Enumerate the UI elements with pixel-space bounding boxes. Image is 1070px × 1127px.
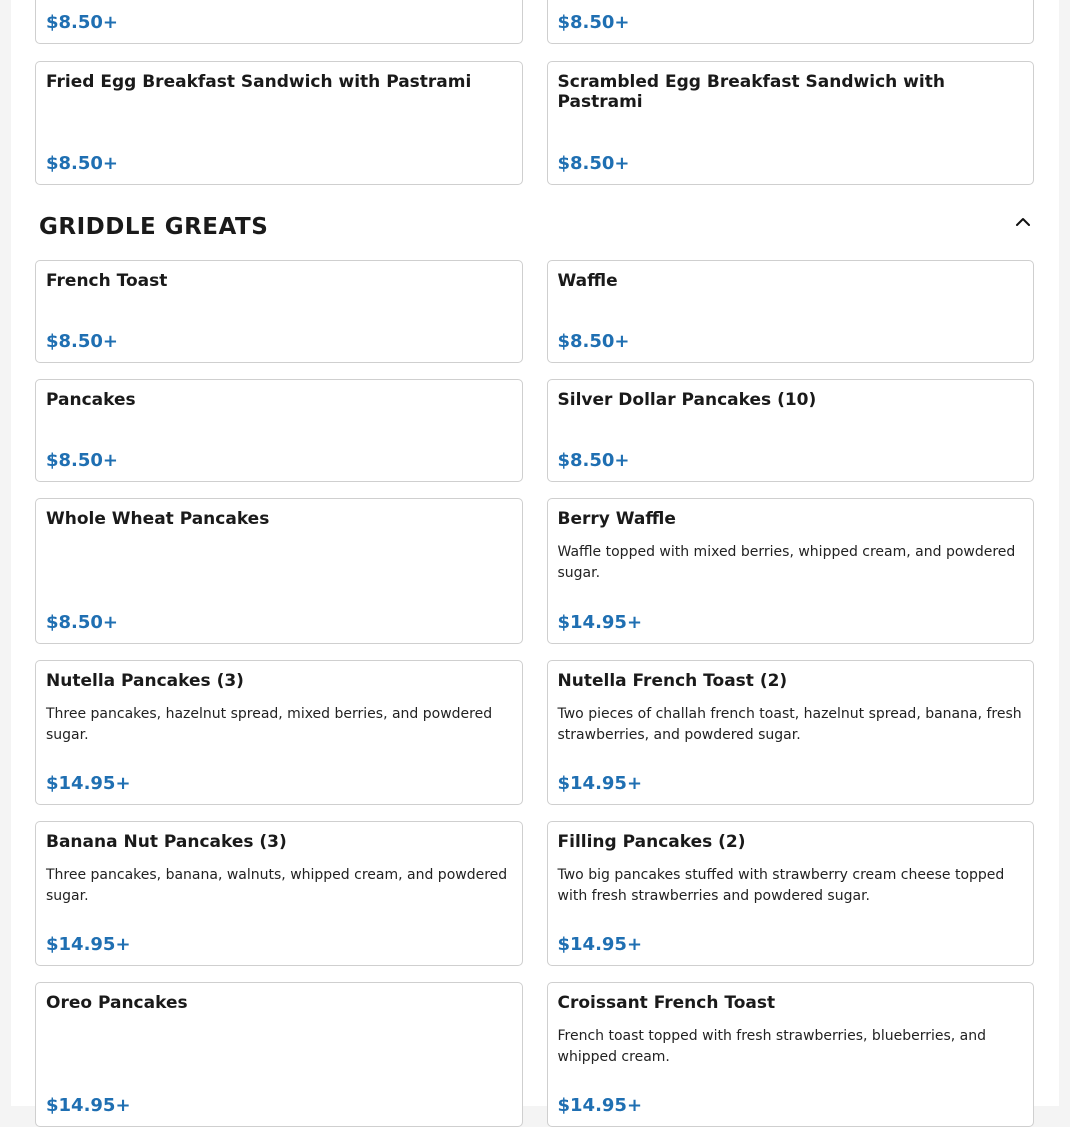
chevron-up-icon[interactable] (1012, 210, 1034, 232)
menu-item-price: $8.50+ (46, 12, 119, 33)
menu-item-card[interactable] (35, 498, 523, 644)
menu-item-card[interactable] (35, 379, 523, 482)
menu-item-card[interactable] (547, 498, 1035, 644)
menu-item-card[interactable] (547, 260, 1035, 363)
menu-item-name: Whole Wheat Pancakes (46, 509, 270, 529)
menu-item-name: Pancakes (46, 390, 136, 410)
menu-item-card[interactable] (547, 379, 1035, 482)
menu-item-description: French toast topped with fresh strawberries, blueberries, and whipped cream. (557, 1028, 986, 1065)
menu-item-name: Berry Waffle (557, 509, 676, 529)
menu-item-price: $14.95+ (46, 934, 131, 955)
menu-item-card[interactable] (547, 61, 1035, 185)
menu-item-name: Nutella French Toast (2) (557, 671, 788, 691)
menu-row (35, 660, 1034, 805)
menu-item-price: $14.95+ (557, 773, 643, 794)
menu-item-price: $14.95+ (46, 1095, 131, 1116)
menu-item-name: Waffle (557, 271, 618, 291)
menu-item-price: $8.50+ (557, 12, 630, 33)
menu-item-card[interactable] (547, 982, 1035, 1127)
menu-row (35, 821, 1034, 966)
menu-item-price: $8.50+ (46, 153, 119, 174)
menu-row (35, 61, 1034, 185)
menu-item-name: Nutella Pancakes (3) (46, 671, 244, 691)
menu-item-price: $14.95+ (557, 934, 643, 955)
section-title: GRIDDLE GREATS (39, 214, 269, 240)
menu-page (11, 0, 1059, 1116)
menu-item-card[interactable] (35, 982, 523, 1127)
section-header (39, 206, 1034, 246)
menu-item-name: Oreo Pancakes (46, 993, 188, 1013)
menu-row (35, 260, 1034, 363)
menu-item-card[interactable] (547, 821, 1035, 966)
menu-row (35, 0, 1034, 44)
menu-item-description: Three pancakes, banana, walnuts, whipped cream, and powdered sugar. (46, 867, 508, 904)
menu-item-name: French Toast (46, 271, 168, 291)
menu-item-description: Two big pancakes stuffed with strawberry cream cheese topped with fresh strawberries and powdered sugar. (557, 867, 1005, 904)
menu-item-description: Three pancakes, hazelnut spread, mixed berries, and powdered sugar. (46, 706, 493, 743)
menu-item-card[interactable] (35, 821, 523, 966)
menu-item-name: Silver Dollar Pancakes (10) (557, 390, 817, 410)
menu-item-name: Scrambled Egg Breakfast Sandwich with Pastrami (557, 72, 945, 112)
menu-row (35, 498, 1034, 644)
menu-item-price: $14.95+ (557, 612, 643, 633)
menu-item-price: $14.95+ (557, 1095, 643, 1116)
menu-item-price: $8.50+ (46, 331, 119, 352)
menu-item-name: Banana Nut Pancakes (3) (46, 832, 287, 852)
menu-item-name: Fried Egg Breakfast Sandwich with Pastrami (46, 72, 472, 92)
menu-row (35, 982, 1034, 1127)
menu-item-price: $8.50+ (557, 153, 630, 174)
menu-item-card[interactable] (35, 260, 523, 363)
menu-item-card[interactable] (35, 61, 523, 185)
menu-item-card[interactable] (547, 660, 1035, 805)
menu-item-price: $8.50+ (557, 450, 630, 471)
menu-item-price: $8.50+ (46, 612, 119, 633)
menu-item-price: $8.50+ (557, 331, 630, 352)
menu-item-name: Croissant French Toast (557, 993, 776, 1013)
menu-item-card[interactable] (547, 0, 1035, 44)
menu-item-name: Filling Pancakes (2) (557, 832, 746, 852)
menu-item-description: Waffle topped with mixed berries, whipped cream, and powdered sugar. (557, 544, 1016, 581)
menu-item-description: Two pieces of challah french toast, hazelnut spread, banana, fresh strawberries, and powdered sugar. (557, 706, 1022, 743)
menu-row (35, 379, 1034, 482)
menu-item-card[interactable] (35, 0, 523, 44)
menu-item-card[interactable] (35, 660, 523, 805)
menu-item-price: $14.95+ (46, 773, 131, 794)
menu-item-price: $8.50+ (46, 450, 119, 471)
